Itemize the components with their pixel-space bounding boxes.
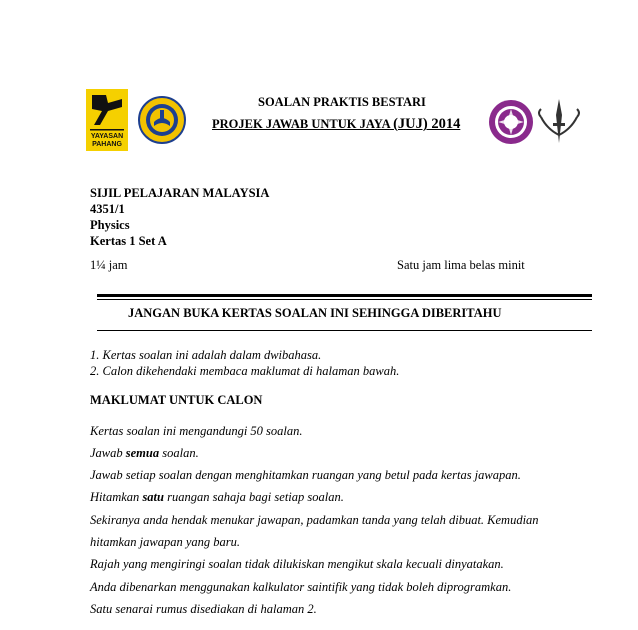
rule-bottom (97, 330, 592, 331)
instruction-item: Satu senarai rumus disediakan di halaman 2. (90, 602, 317, 616)
instruction-item: Jawab setiap soalan dengan menghitamkan ruangan yang betul pada kertas jawapan. (90, 468, 521, 482)
warning-text: JANGAN BUKA KERTAS SOALAN INI SEHINGGA DIBERITAHU (128, 306, 502, 320)
instruction-item: Sekiranya anda hendak menukar jawapan, padamkan tanda yang telah dibuat. Kemudian (90, 513, 539, 527)
header-subtitle-year: (JUJ) 2014 (393, 116, 461, 132)
header-title: SOALAN PRAKTIS BESTARI (258, 95, 426, 109)
instruction-item: Rajah yang mengiringi soalan tidak dilukiskan mengikut skala kecuali dinyatakan. (90, 557, 504, 571)
svg-text:PAHANG: PAHANG (92, 141, 122, 148)
certificate-name: SIJIL PELAJARAN MALAYSIA (90, 186, 270, 200)
instruction-text: Jawab (90, 446, 126, 460)
education-emblem-logo (138, 96, 186, 144)
header-subtitle (212, 116, 460, 133)
instruction-text: Hitamkan (90, 490, 143, 504)
note-item: 2. Calon dikehendaki membaca maklumat di halaman bawah. (90, 364, 400, 378)
instruction-text: soalan. (159, 446, 199, 460)
instruction-item (90, 446, 199, 461)
duration-long: Satu jam lima belas minit (397, 258, 525, 272)
instruction-item: hitamkan jawapan yang baru. (90, 535, 240, 549)
note-item: 1. Kertas soalan ini adalah dalam dwibahasa. (90, 348, 322, 362)
svg-text:YAYASAN: YAYASAN (90, 133, 124, 140)
paper-code: 4351/1 (90, 202, 125, 216)
section-title: MAKLUMAT UNTUK CALON (90, 393, 263, 407)
header-subtitle-prefix: PROJEK JAWAB UNTUK JAYA (212, 117, 390, 131)
instruction-text: ruangan sahaja bagi setiap soalan. (163, 490, 344, 504)
instruction-emphasis: semua (125, 446, 160, 460)
rule-top-thin (97, 299, 592, 300)
yayasan-pahang-logo (86, 89, 128, 151)
crest-logo (533, 95, 585, 147)
subject-name: Physics (90, 218, 130, 232)
duration-short: 1¼ jam (90, 258, 128, 272)
rule-top-thick (97, 294, 592, 297)
instruction-emphasis: satu (142, 490, 164, 504)
instruction-item (90, 490, 344, 505)
purple-emblem-logo (488, 99, 534, 145)
instruction-item: Kertas soalan ini mengandungi 50 soalan. (90, 424, 303, 438)
paper-set: Kertas 1 Set A (90, 234, 167, 248)
instruction-item: Anda dibenarkan menggunakan kalkulator saintifik yang tidak boleh diprogramkan. (90, 580, 512, 594)
